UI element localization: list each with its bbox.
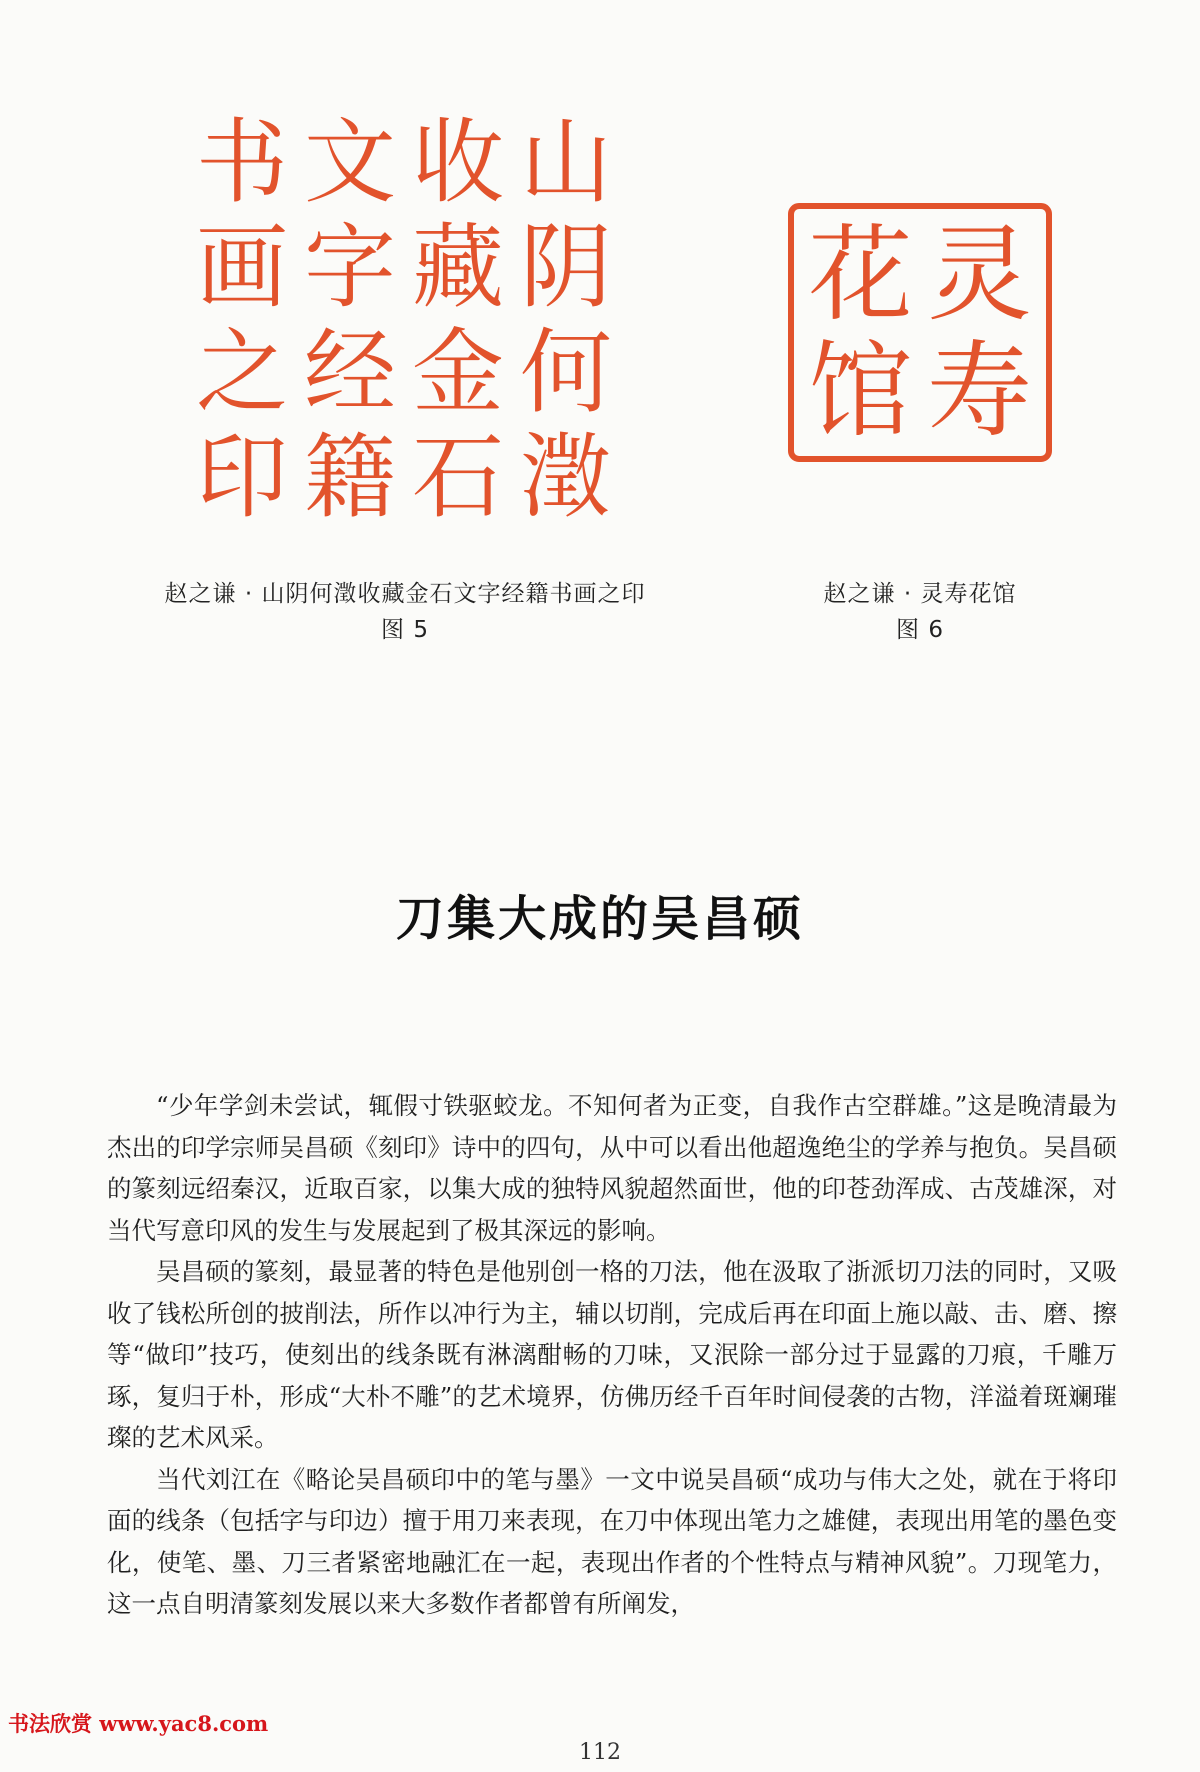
figure-6-label: 图 6	[896, 617, 944, 643]
paragraph-3: 当代刘江在《略论吴昌硕印中的笔与墨》一文中说吴昌硕“成功与伟大之处，就在于将印面的线条（包括字与印边）擅于用刀来表现，在刀中体现出笔力之雄健，表现出用笔的墨色变化，使笔、墨、刀三者紧密地融汇在一起，表现出作者的个性特点与精神风貌”。刀现笔力，这一点自明清篆刻发展以来大多数作者都曾有所阐发，	[107, 1464, 1117, 1618]
seal-character: 收	[411, 109, 505, 216]
seal-character: 画	[195, 214, 289, 321]
seal-character: 灵	[927, 213, 1032, 336]
page-number: 112	[579, 1740, 621, 1765]
article-title: 刀集大成的吴昌硕	[395, 891, 804, 948]
seal-character: 籍	[303, 424, 397, 531]
paragraph-2: 吴昌硕的篆刻，最显著的特色是他别创一格的刀法，他在汲取了浙派切刀法的同时，又吸收了钱松所创的披削法，所作以冲行为主，辅以切削，完成后再在印面上施以敲、击、磨、擦等“做印”技巧，使刻出的线条既有淋漓酣畅的刀味，又泯除一部分过于显露的刀痕，千雕万琢，复归于朴，形成“大朴不雕”的艺术境界，仿佛历经千百年时间侵袭的古物，洋溢着斑斓璀璨的艺术风采。	[107, 1257, 1117, 1452]
article-body	[107, 1085, 1117, 1625]
site-watermark: 书法欣赏 www.yac8.com	[8, 1711, 269, 1736]
seal-character: 经	[303, 319, 397, 426]
figure-6-caption: 赵之谦 · 灵寿花馆	[823, 581, 1017, 607]
seal-character: 寿	[927, 329, 1032, 452]
seal-character: 印	[195, 424, 289, 531]
paragraph-1: “少年学剑未尝试，辄假寸铁驱蛟龙。不知何者为正变，自我作古空群雄。”这是晚清最为杰出的印学宗师吴昌硕《刻印》诗中的四句，从中可以看出他超逸绝尘的学养与抱负。吴昌硕的篆刻远绍秦汉，近取百家，以集大成的独特风貌超然面世，他的印苍劲浑成、古茂雄深，对当代写意印风的发生与发展起到了极其深远的影响。	[107, 1091, 1117, 1245]
figure-5-caption-block	[100, 576, 710, 648]
seal-character: 何	[519, 319, 613, 426]
seal-character: 藏	[411, 214, 505, 321]
seal-character: 书	[195, 109, 289, 216]
seal-fig5-svg	[178, 100, 630, 540]
seal-character: 山	[519, 109, 613, 216]
seal-character: 花	[808, 213, 913, 336]
figure-6-caption-block	[770, 576, 1070, 648]
seal-image-fig5	[178, 100, 630, 540]
seal-character: 石	[411, 424, 505, 531]
seal-fig6-svg	[785, 200, 1055, 465]
seal-character: 澂	[519, 424, 613, 531]
seal-character: 文	[303, 109, 397, 216]
figure-5-caption: 赵之谦 · 山阴何澂收藏金石文字经籍书画之印	[164, 581, 646, 607]
figure-5-label: 图 5	[381, 617, 429, 643]
seal-character: 阴	[519, 214, 613, 321]
seal-character: 金	[411, 319, 505, 426]
seal-character: 之	[195, 319, 289, 426]
seal-character: 馆	[808, 329, 913, 452]
seal-image-fig6	[785, 200, 1055, 465]
seal-character: 字	[303, 214, 397, 321]
